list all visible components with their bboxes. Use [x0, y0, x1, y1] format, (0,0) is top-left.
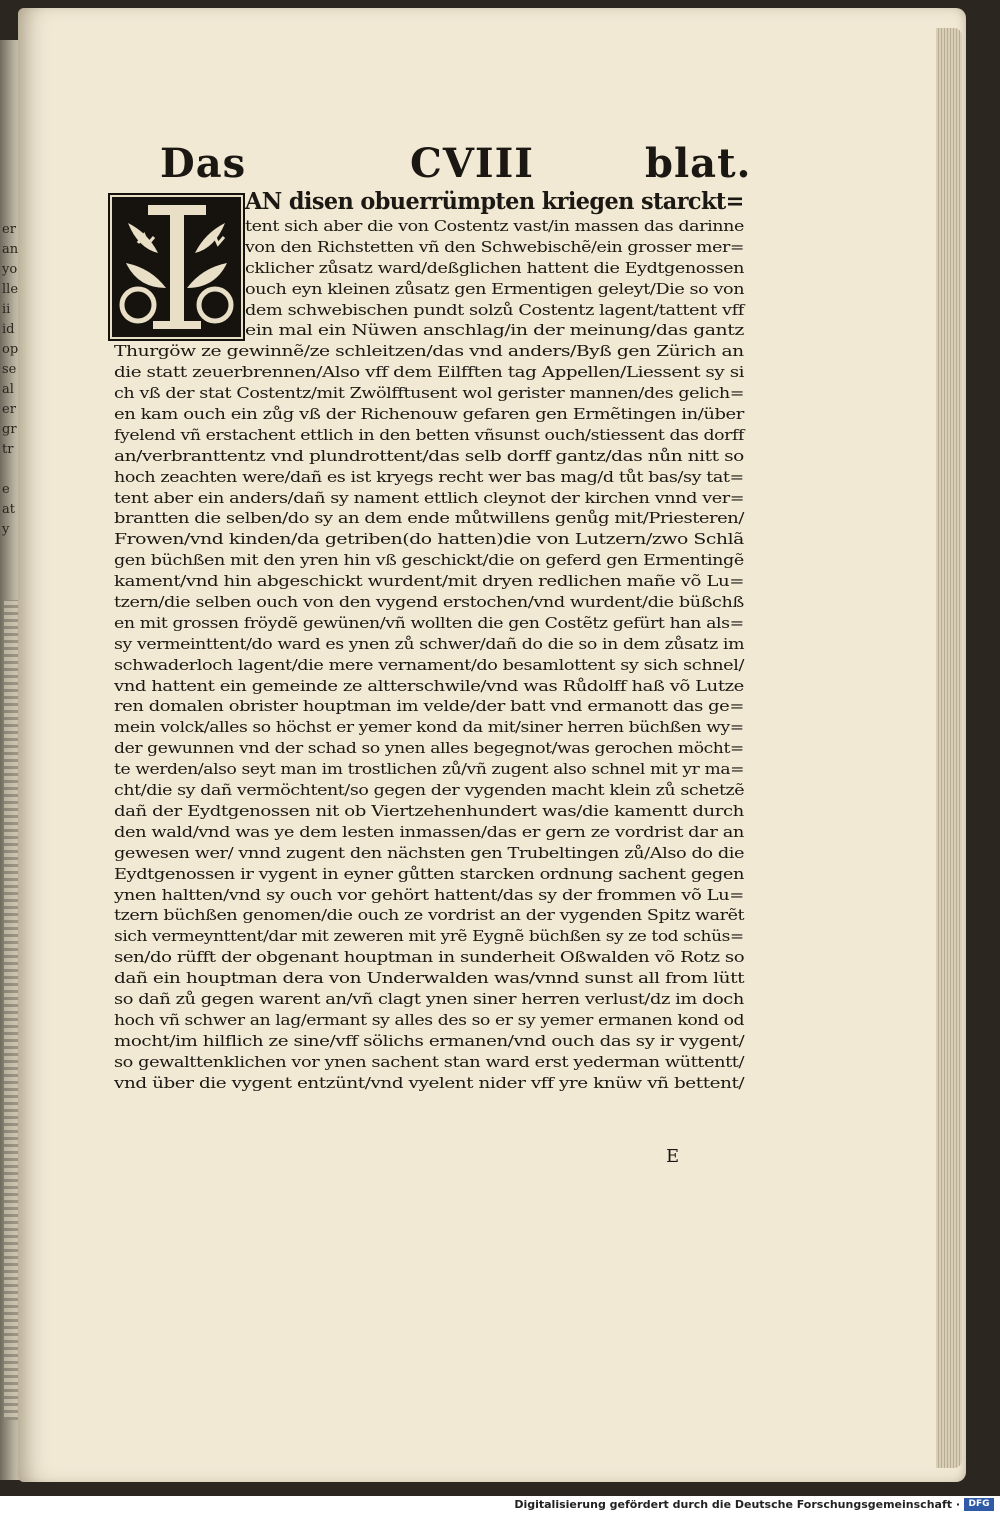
body-line: en mit grossen fröydẽ gewünen/vñ wollten die gen Costẽtz gefürt han als=	[114, 613, 744, 632]
body-line: so dañ zů gegen warent an/vñ clagt ynen siner herren verlust/dz im doch	[114, 989, 744, 1008]
body-line: Thurgöw ze gewinnẽ/ze schleitzen/das vnd anders/Byß gen Zürich an	[114, 342, 744, 361]
body-line: dañ der Eydtgenossen nit ob Viertzehenhundert was/die kamentt durch	[114, 801, 744, 820]
body-line: gewesen wer/ vnnd zugent den nächsten gen Trubeltingen zů/Also do die	[114, 843, 745, 862]
body-line: gen büchßen mit den yren hin vß geschickt/die on geferd gen Ermentingẽ	[114, 551, 744, 570]
dfg-logo: DFG	[964, 1498, 994, 1511]
footer-bar	[0, 1496, 1000, 1514]
body-line: Frowen/vnd kinden/da getriben(do hatten)die von Lutzern/zwo Schlã	[114, 530, 744, 549]
previous-page-fragment: al	[2, 382, 14, 397]
body-line-opening: AN disen obuerrümpten kriegen starckt=	[245, 188, 744, 215]
body-line: schwaderloch lagent/die mere vernament/do besamlottent sy sich schnel/	[114, 655, 744, 674]
running-head-right: blat.	[645, 140, 752, 187]
previous-page-fragment: ii	[2, 302, 11, 317]
body-line: mocht/im hilflich ze sine/vff sölichs ermanen/vnd ouch das sy ir vygent/	[114, 1031, 745, 1050]
previous-page-fragment: y	[2, 522, 10, 537]
body-line: vnd hattent ein gemeinde ze altterschwile/vnd was Růdolff haß võ Lutze	[114, 676, 744, 695]
body-line: vnd über die vygent entzünt/vnd vyelent nider vff yre knüw vñ bettent/	[114, 1073, 745, 1092]
page-edges	[936, 28, 962, 1468]
body-line: kament/vnd hin abgeschickt wurdent/mit dryen redlichen mañe võ Lu=	[114, 572, 745, 591]
body-line: cht/die sy dañ vermöchtent/so gegen der vygenden macht klein zů schetzẽ	[114, 781, 745, 800]
body-line: so gewalttenklichen vor ynen sachent stan ward erst yederman wüttentt/	[114, 1052, 745, 1071]
previous-page-fragment: lle	[2, 282, 19, 297]
catchword: E	[666, 1146, 680, 1167]
previous-page-fragment: at	[2, 502, 15, 517]
body-line: tent aber ein anders/dañ sy nament ettlich cleynot der kirchen vnnd ver=	[114, 488, 745, 507]
previous-page-fragment: se	[2, 362, 17, 377]
body-line: ynen haltten/vnd sy ouch vor gehört hattent/das sy der frommen võ Lu=	[114, 885, 744, 904]
folio-number: CVIII	[410, 140, 535, 187]
body-line: tzern büchßen genomen/die ouch ze vordrist an der vygenden Spitz warẽt	[114, 906, 745, 925]
body-line: dañ ein houptman dera von Underwalden was/vnnd sunst all from lütt	[114, 969, 745, 988]
body-line: ouch eyn kleinen zůsatz gen Ermentigen geleyt/Die so von	[245, 279, 745, 298]
body-line: von den Richstetten vñ den Schwebischẽ/ein grosser mer=	[245, 237, 745, 256]
previous-page-fragment: er	[2, 222, 16, 237]
body-line: der gewunnen vnd der schad so ynen alles begegnot/was gerochen möcht=	[114, 739, 744, 758]
body-line: hoch zeachten were/dañ es ist kryegs recht wer bas mag/d tůt bas/sy tat=	[114, 467, 744, 486]
body-line: te werden/also seyt man im trostlichen zů/vñ zugent also schnel mit yr ma=	[114, 760, 745, 779]
body-line: sich vermeynttent/dar mit zeweren mit yrẽ Eygnẽ büchßen sy ze tod schüs=	[114, 927, 744, 946]
body-line: en kam ouch ein zůg vß der Richenouw gefaren gen Ermẽtingen in/über	[114, 405, 744, 424]
previous-page-fragment: id	[2, 322, 15, 337]
body-line: ren domalen obrister houptman im velde/der batt vnd ermanott das ge=	[114, 697, 744, 716]
body-line: fyelend vñ erstachent ettlich in den betten vñsunst ouch/stiessent das dorff	[114, 425, 744, 444]
body-line: sen/do rüfft der obgenant houptman in sunderheit Oßwalden võ Rotz so	[114, 948, 745, 967]
previous-page-fragment: e	[2, 482, 10, 497]
body-line: sy vermeinttent/do ward es ynen zů schwer/dañ do die so in dem zůsatz im	[114, 634, 745, 653]
body-line: den wald/vnd was ye dem lesten inmassen/das er gern ze vordrist dar an	[114, 822, 744, 841]
body-line: tzern/die selben ouch von den vygend erstochen/vnd wurdent/die büßchß	[114, 593, 744, 612]
previous-page-fragment: gr	[2, 422, 17, 437]
footer-credit: Digitalisierung gefördert durch die Deutsche Forschungsgemeinschaft ·	[514, 1498, 960, 1511]
body-line: brantten die selben/do sy an dem ende můtwillens genůg mit/Priesteren/	[114, 509, 744, 528]
previous-page-fragment: op	[2, 342, 19, 357]
body-line: mein volck/alles so höchst er yemer kond da mit/siner herren büchßen wy=	[114, 718, 744, 737]
body-line: tent sich aber die von Costentz vast/in massen das darinne	[245, 217, 744, 235]
previous-page-fragment: an	[2, 242, 19, 257]
body-line: cklicher zůsatz ward/deßglichen hattent die Eydtgenossen	[245, 258, 745, 277]
body-line: hoch vñ schwer an lag/ermant sy alles des so er sy yemer ermanen kond od	[114, 1010, 745, 1029]
body-line: Eydtgenossen ir vygent in eyner gůtten starcken ordnung sachent gegen	[114, 864, 745, 883]
body-line: ch vß der stat Costentz/mit Zwölfftusent wol gerister mannen/des gelich=	[114, 384, 745, 403]
body-line: die statt zeuerbrennen/Also vff dem Eilfften tag Appellen/Liessent sy si	[114, 363, 745, 382]
body-line: ein mal ein Nüwen anschlag/in der meinung/das gantz	[245, 321, 744, 340]
body-text	[114, 188, 744, 1093]
previous-page-fragment: tr	[2, 442, 14, 457]
previous-page-fragment: er	[2, 402, 16, 417]
body-line: an/verbranttentz vnd plundrottent/das selb dorff gantz/das nůn nitt so	[114, 446, 744, 465]
previous-page-fragment: yo	[2, 262, 18, 277]
running-head-left: Das	[160, 140, 247, 187]
body-line: dem schwebischen pundt solzů Costentz lagent/tattent vff	[245, 300, 744, 319]
